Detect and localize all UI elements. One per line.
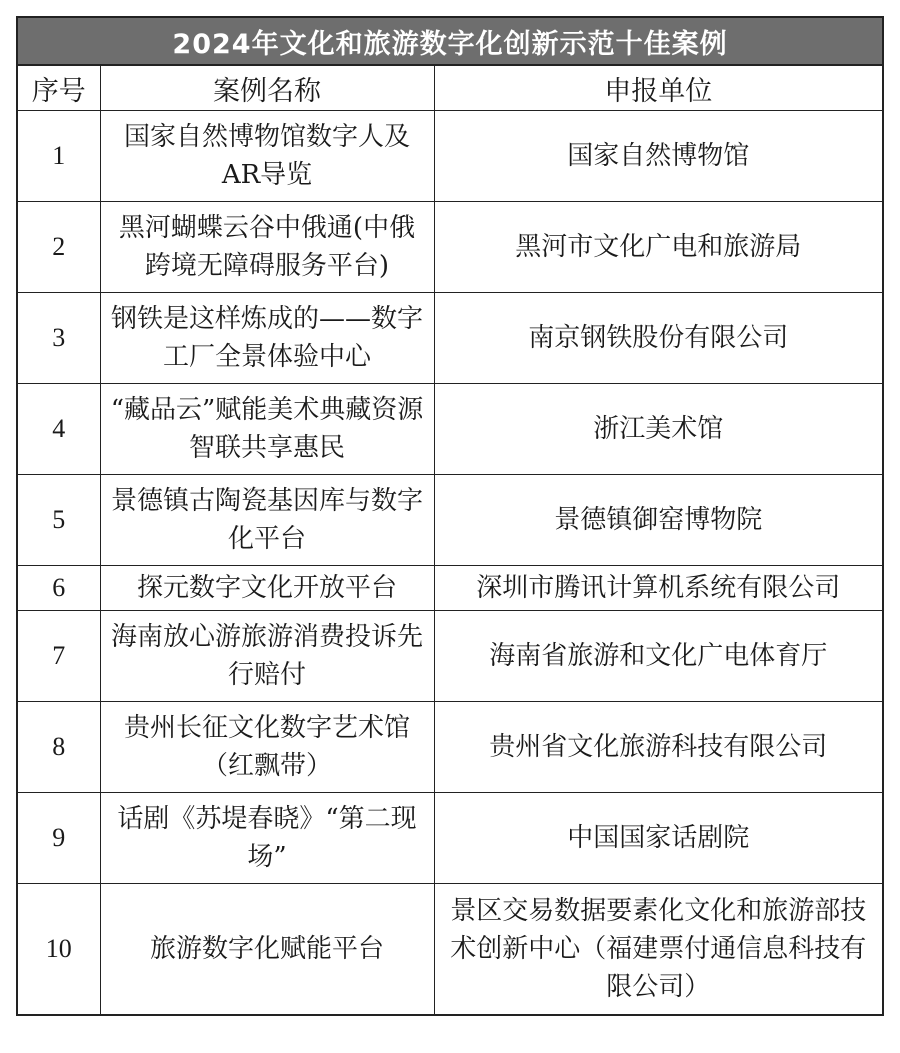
table-row bbox=[18, 293, 882, 384]
table-row bbox=[18, 475, 882, 566]
header-row bbox=[18, 66, 882, 111]
cases-table-container bbox=[16, 16, 884, 1016]
case-name: 黑河蝴蝶云谷中俄通(中俄跨境无障碍服务平台) bbox=[100, 202, 434, 293]
applicant-unit: 海南省旅游和文化广电体育厅 bbox=[434, 611, 882, 702]
table-row bbox=[18, 702, 882, 793]
row-number: 4 bbox=[18, 384, 100, 475]
row-number: 7 bbox=[18, 611, 100, 702]
case-name: 国家自然博物馆数字人及AR导览 bbox=[100, 111, 434, 202]
row-number: 2 bbox=[18, 202, 100, 293]
table-row bbox=[18, 111, 882, 202]
table-title: 2024年文化和旅游数字化创新示范十佳案例 bbox=[18, 18, 882, 66]
applicant-unit: 景区交易数据要素化文化和旅游部技术创新中心（福建票付通信息科技有限公司） bbox=[434, 884, 882, 1015]
table-row bbox=[18, 793, 882, 884]
applicant-unit: 南京钢铁股份有限公司 bbox=[434, 293, 882, 384]
row-number: 8 bbox=[18, 702, 100, 793]
row-number: 1 bbox=[18, 111, 100, 202]
table-row bbox=[18, 611, 882, 702]
column-header-no: 序号 bbox=[18, 66, 100, 111]
row-number: 9 bbox=[18, 793, 100, 884]
applicant-unit: 浙江美术馆 bbox=[434, 384, 882, 475]
column-header-name: 案例名称 bbox=[100, 66, 434, 111]
column-header-unit: 申报单位 bbox=[434, 66, 882, 111]
applicant-unit: 中国国家话剧院 bbox=[434, 793, 882, 884]
applicant-unit: 国家自然博物馆 bbox=[434, 111, 882, 202]
applicant-unit: 深圳市腾讯计算机系统有限公司 bbox=[434, 566, 882, 611]
case-name: 景德镇古陶瓷基因库与数字化平台 bbox=[100, 475, 434, 566]
table-row bbox=[18, 384, 882, 475]
case-name: 海南放心游旅游消费投诉先行赔付 bbox=[100, 611, 434, 702]
case-name: “藏品云”赋能美术典藏资源智联共享惠民 bbox=[100, 384, 434, 475]
case-name: 钢铁是这样炼成的——数字工厂全景体验中心 bbox=[100, 293, 434, 384]
row-number: 3 bbox=[18, 293, 100, 384]
case-name: 探元数字文化开放平台 bbox=[100, 566, 434, 611]
table-row bbox=[18, 202, 882, 293]
row-number: 5 bbox=[18, 475, 100, 566]
case-name: 话剧《苏堤春晓》“第二现场” bbox=[100, 793, 434, 884]
case-name: 贵州长征文化数字艺术馆（红飘带） bbox=[100, 702, 434, 793]
table-row bbox=[18, 884, 882, 1015]
cases-table bbox=[18, 66, 882, 1014]
row-number: 6 bbox=[18, 566, 100, 611]
applicant-unit: 景德镇御窑博物院 bbox=[434, 475, 882, 566]
table-row bbox=[18, 566, 882, 611]
applicant-unit: 贵州省文化旅游科技有限公司 bbox=[434, 702, 882, 793]
case-name: 旅游数字化赋能平台 bbox=[100, 884, 434, 1015]
row-number: 10 bbox=[18, 884, 100, 1015]
applicant-unit: 黑河市文化广电和旅游局 bbox=[434, 202, 882, 293]
